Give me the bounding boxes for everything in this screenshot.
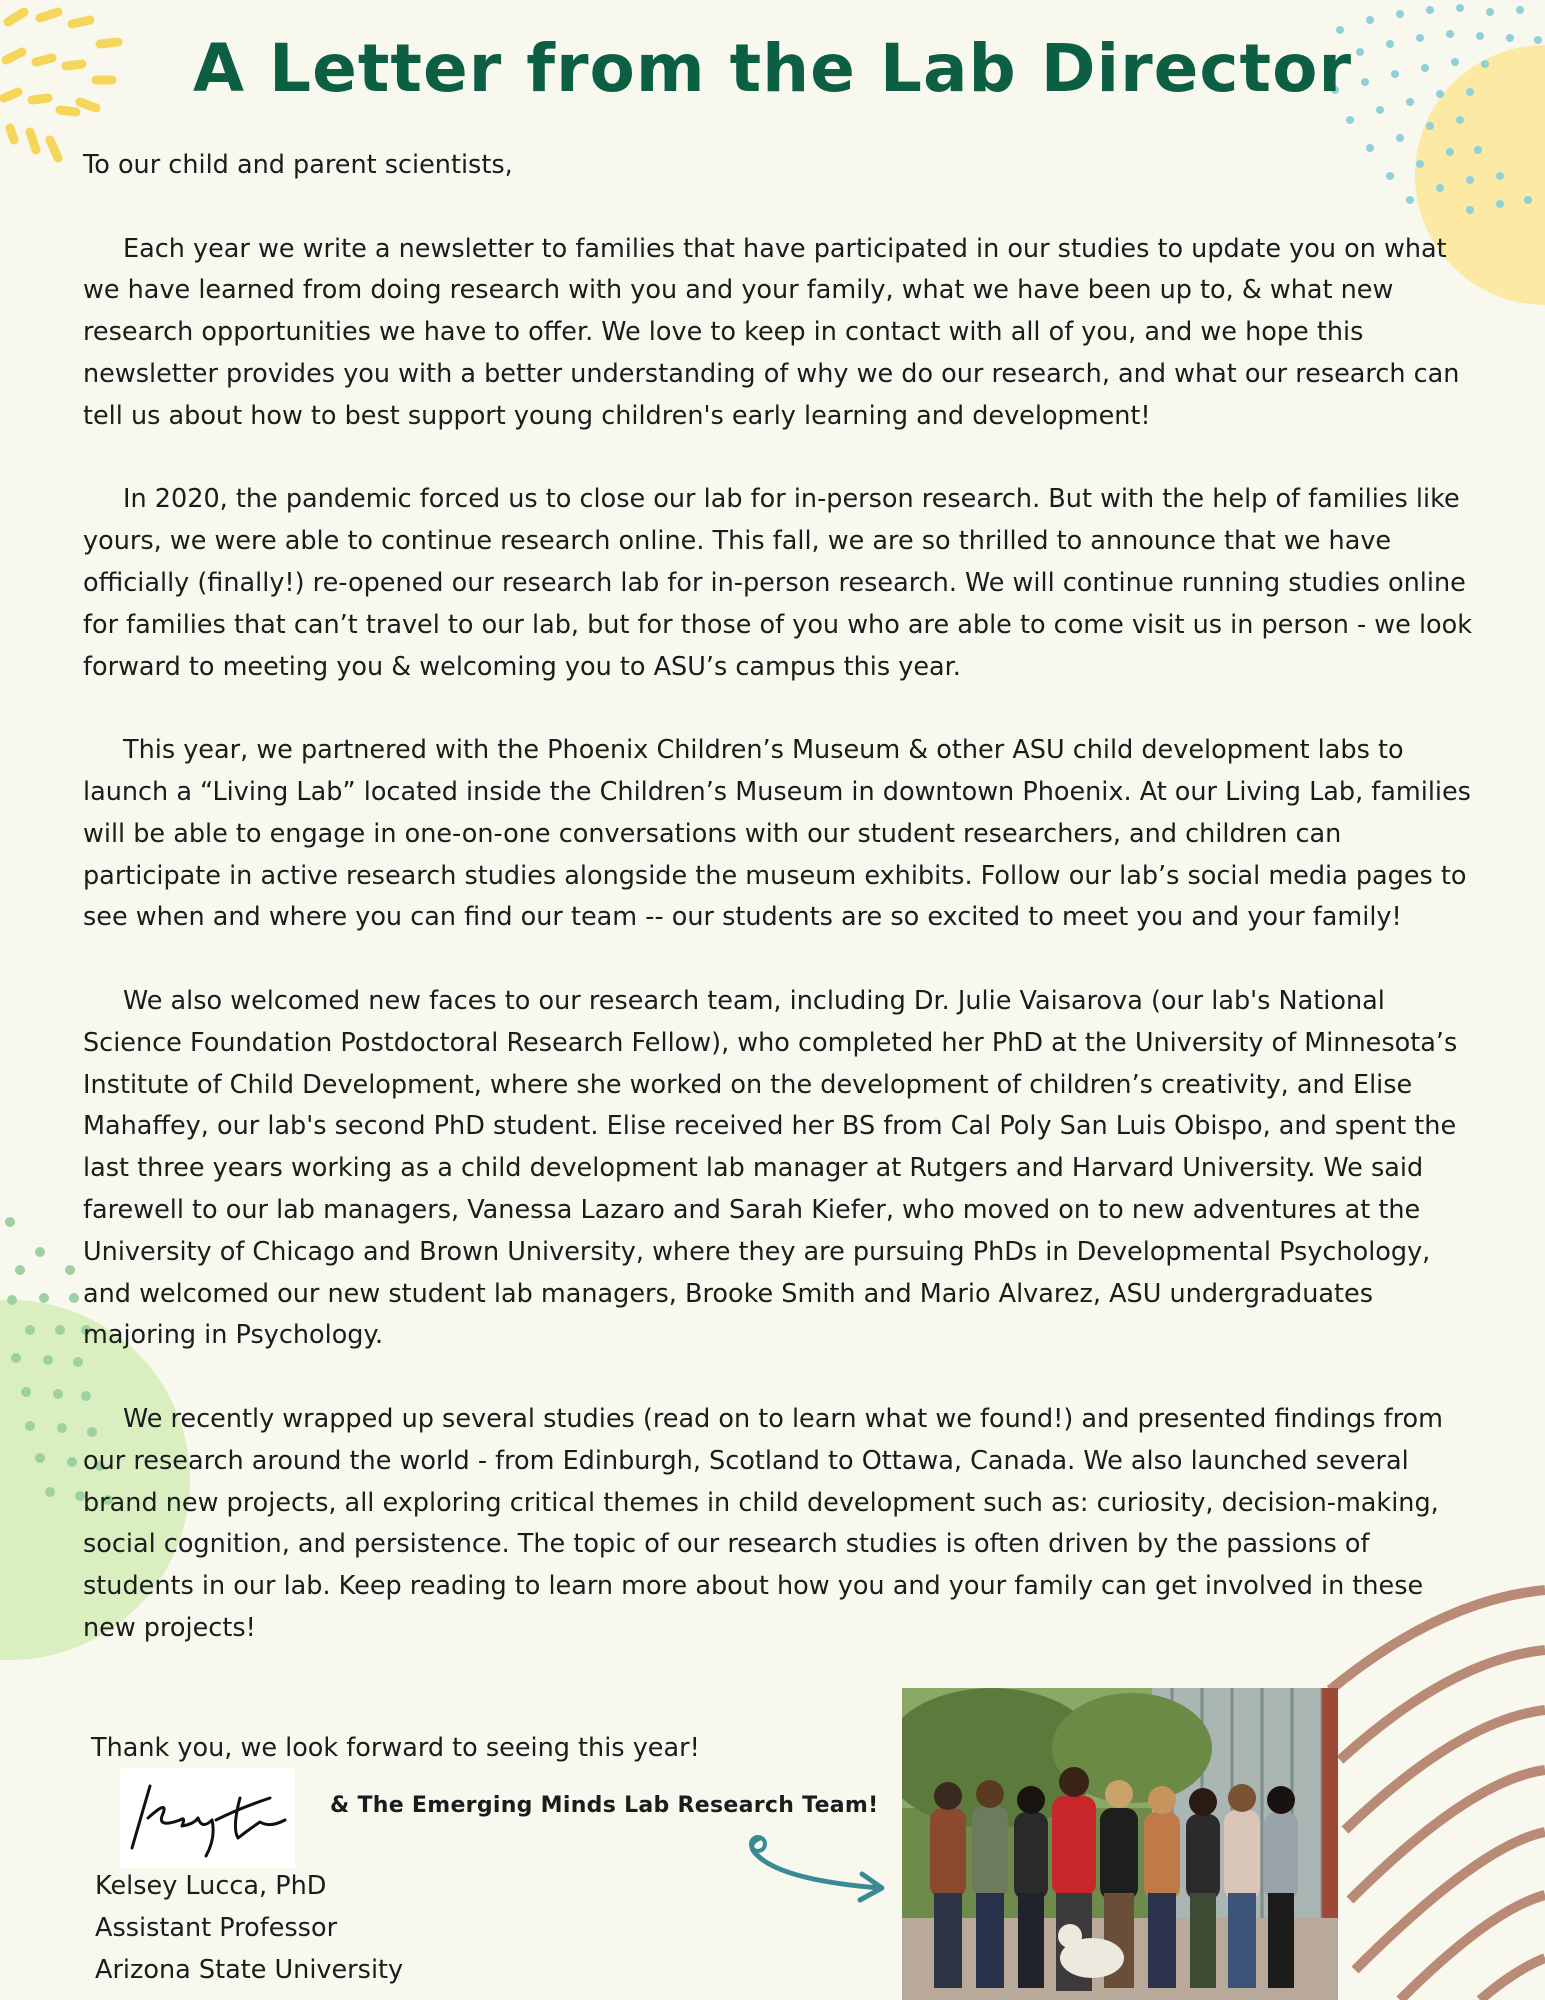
team-photo bbox=[902, 1688, 1338, 2000]
arrow-icon bbox=[740, 1830, 890, 1910]
page-title: A Letter from the Lab Director bbox=[193, 30, 1352, 107]
thank-you-line: Thank you, we look forward to seeing this year! bbox=[91, 1733, 700, 1763]
paragraph-new-faces: We also welcomed new faces to our research team, including Dr. Julie Vaisarova (our lab's National Science Foundation Postdoctoral Research Fellow), who completed her PhD at the University of Minnesota’s Institute of Child Development, where she worked on the development of children’s creativity, and Elise Mahaffey, our lab's second PhD student. Elise received her BS from Cal Poly San Luis Obispo, and spent the last three years working as a child development lab manager at Rutgers and Harvard University. We said farewell to our lab managers, Vanessa Lazaro and Sarah Kiefer, who moved on to new adventures at the University of Chicago and Brown University, where they are pursuing PhDs in Developmental Psychology, and welcomed our new student lab managers, Brooke Smith and Mario Alvarez, ASU undergraduates majoring in Psychology. bbox=[83, 985, 1458, 1351]
signer-position: Assistant Professor bbox=[95, 1913, 338, 1943]
paragraph-pandemic: In 2020, the pandemic forced us to close our lab for in-person research. But with the help of families like yours, we were able to continue research online. This fall, we are so thrilled to announce that we have officially (finally!) re-opened our research lab for in-person research. We will continue running studies online for families that can’t travel to our lab, but for those of you who are able to come visit us in person - we look forward to meeting you & welcoming you to ASU’s campus this year. bbox=[83, 484, 1473, 682]
paragraph-studies: We recently wrapped up several studies (read on to learn what we found!) and presented findings from our research around the world - from Edinburgh, Scotland to Ottawa, Canada. We also launched several brand new projects, all exploring critical themes in child development such as: curiosity, decision-making, social cognition, and persistence. The topic of our research studies is often driven by the passions of students in our lab. Keep reading to learn more about how you and your family can get involved in these new projects! bbox=[83, 1403, 1443, 1643]
team-signoff: & The Emerging Minds Lab Research Team! bbox=[330, 1793, 879, 1818]
salutation: To our child and parent scientists, bbox=[83, 150, 513, 180]
paragraph-living-lab: This year, we partnered with the Phoenix Children’s Museum & other ASU child development labs to launch a “Living Lab” located inside the Children’s Museum in downtown Phoenix. At our Living Lab, families will be able to engage in one-on-one conversations with our student researchers, and children can participate in active research studies alongside the museum exhibits. Follow our lab’s social media pages to see when and where you can find our team -- our students are so excited to meet you and your family! bbox=[83, 735, 1471, 933]
letter-body bbox=[83, 145, 1473, 1691]
paragraph-newsletter: Each year we write a newsletter to families that have participated in our studies to update you on what we have learned from doing research with you and your family, what we have been up to, & what new research opportunities we have to offer. We love to keep in contact with all of you, and we hope this newsletter provides you with a better understanding of why we do our research, and what our research can tell us about how to best support young children's early learning and development! bbox=[83, 233, 1460, 431]
signer-name: Kelsey Lucca, PhD bbox=[95, 1871, 327, 1901]
signer-institution: Arizona State University bbox=[95, 1955, 404, 1985]
signoff-block bbox=[95, 1865, 403, 1991]
signature-image bbox=[120, 1768, 295, 1868]
